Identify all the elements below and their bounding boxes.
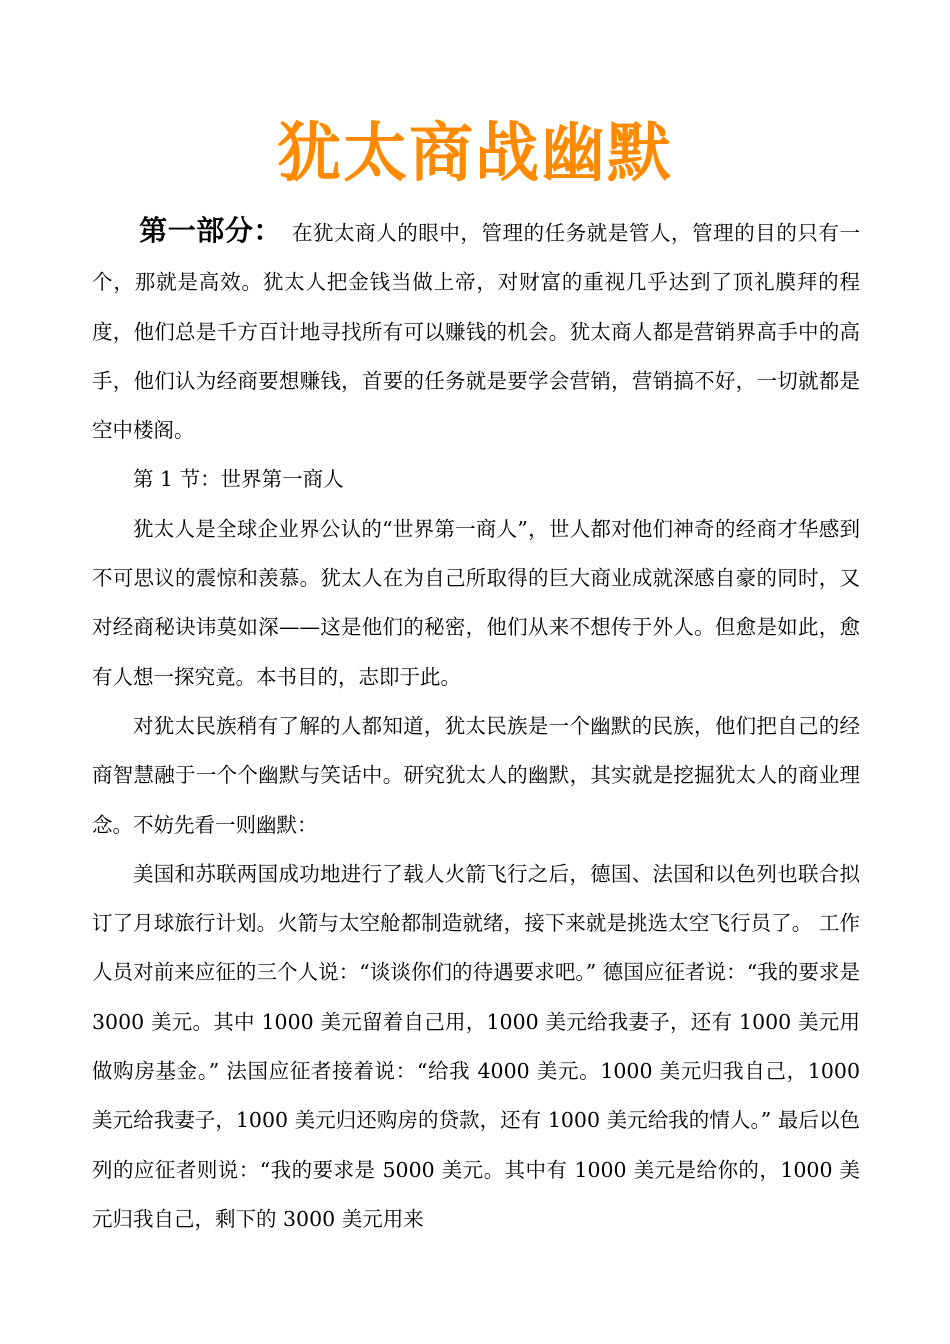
part-intro-text: 在犹太商人的眼中，管理的任务就是管人，管理的目的只有一个，那就是高效。犹太人把金钱当做上帝，对财富的重视几乎达到了顶礼膜拜的程度，他们总是千方百计地寻找所有可以赚钱的机会。犹太商人都是营销界高手中的高手，他们认为经商要想赚钱，首要的任务就是要学会营销，营销搞不好，一切就都是空中楼阁。: [92, 221, 860, 443]
body-paragraph: 犹太人是全球企业界公认的“世界第一商人”，世人都对他们神奇的经商才华感到不可思议的震惊和羡慕。犹太人在为自己所取得的巨大商业成就深感自豪的同时，又对经商秘诀讳莫如深——这是他们的秘密，他们从来不想传于外人。但愈是如此，愈有人想一探究竟。本书目的，志即于此。: [92, 516, 860, 689]
body-paragraph: 美国和苏联两国成功地进行了载人火箭飞行之后，德国、法国和以色列也联合拟订了月球旅行计划。火箭与太空舱都制造就绪，接下来就是挑选太空飞行员了。 工作人员对前来应征的三个人说：“谈谈你们的待遇要求吧。” 德国应征者说：“我的要求是 3000 美元。其中 1000 美元留着自己用，1000 美元给我妻子，还有 1000 美元用做购房基金。” 法国应征者接着说：“给我 4000 美元。1000 美元归我自己，1000 美元给我妻子，1000 美元归还购房的贷款，还有 1000 美元给我的情人。” 最后以色列的应征者则说：“我的要求是 5000 美元。其中有 1000 美元是给你的，1000 美元归我自己，剩下的 3000 美元用来: [92, 861, 860, 1231]
part-label: 第一部分：: [139, 214, 282, 247]
document-body: [92, 206, 860, 1244]
document-title: 犹太商战幽默: [277, 117, 673, 191]
part-intro-paragraph: [92, 206, 860, 455]
section-heading: 第 1 节：世界第一商人: [133, 467, 344, 492]
body-paragraph: 对犹太民族稍有了解的人都知道，犹太民族是一个幽默的民族，他们把自己的经商智慧融于一个个幽默与笑话中。研究犹太人的幽默，其实就是挖掘犹太人的商业理念。不妨先看一则幽默：: [92, 713, 860, 837]
